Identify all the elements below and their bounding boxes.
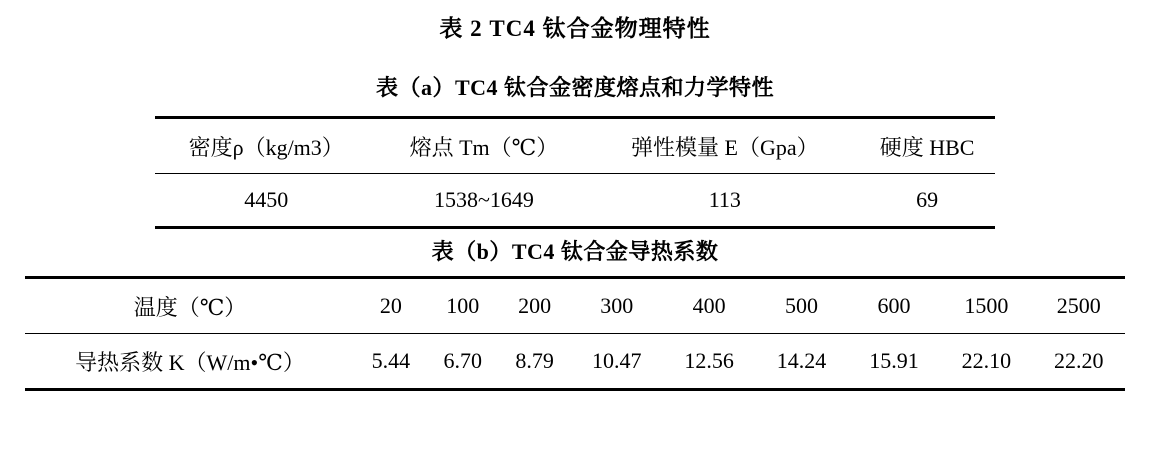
table-a-value-melting-point: 1538~1649 — [433, 187, 534, 212]
table-a-value-density: 4450 — [244, 187, 289, 212]
table-b-cond-3: 10.47 — [592, 348, 642, 373]
table-b-bottom-rule — [25, 390, 1125, 392]
table-b-cond-5: 14.24 — [776, 348, 827, 373]
table-b-temp-2: 200 — [518, 293, 552, 318]
table-b-temp-3: 300 — [600, 293, 634, 318]
document-page — [0, 10, 1150, 453]
table-a-bottom-rule — [155, 228, 995, 230]
table-b-cond-8: 22.20 — [1054, 348, 1104, 373]
table-b-label-conductivity: 导热系数 K（W/m•℃） — [75, 349, 305, 375]
table-b-temp-4: 400 — [692, 293, 726, 318]
table-a-value-modulus: 113 — [708, 187, 741, 212]
table-b-temp-8: 2500 — [1056, 293, 1101, 318]
table-b-cond-1: 6.70 — [443, 348, 483, 373]
page-title: 表 2 TC4 钛合金物理特性 — [439, 16, 711, 41]
table-b-temp-6: 600 — [877, 293, 911, 318]
table-a-caption: 表（a）TC4 钛合金密度熔点和力学特性 — [375, 75, 775, 100]
table-a-header-density: 密度ρ（kg/m3） — [188, 134, 344, 160]
table-a — [155, 116, 995, 229]
table-b-caption: 表（b）TC4 钛合金导热系数 — [431, 239, 719, 264]
table-b-temp-5: 500 — [785, 293, 819, 318]
table-a-header-hardness: 硬度 HBC — [879, 134, 975, 160]
table-b-temp-0: 20 — [379, 293, 402, 318]
table-b — [25, 276, 1125, 391]
table-b-label-temperature: 温度（℃） — [133, 294, 247, 320]
table-row — [25, 278, 1125, 334]
table-row — [155, 118, 995, 174]
table-b-cond-2: 8.79 — [515, 348, 554, 373]
table-a-header-melting-point: 熔点 Tm（℃） — [409, 134, 559, 160]
table-b-temp-1: 100 — [446, 293, 480, 318]
table-b-cond-6: 15.91 — [869, 348, 919, 373]
table-row — [25, 334, 1125, 390]
table-a-header-modulus: 弹性模量 E（Gpa） — [631, 134, 819, 160]
table-b-cond-4: 12.56 — [684, 348, 734, 373]
table-a-value-hardness: 69 — [916, 187, 939, 212]
table-b-cond-7: 22.10 — [961, 348, 1012, 373]
table-b-temp-7: 1500 — [964, 293, 1009, 318]
table-row — [155, 174, 995, 228]
table-b-cond-0: 5.44 — [371, 348, 411, 373]
